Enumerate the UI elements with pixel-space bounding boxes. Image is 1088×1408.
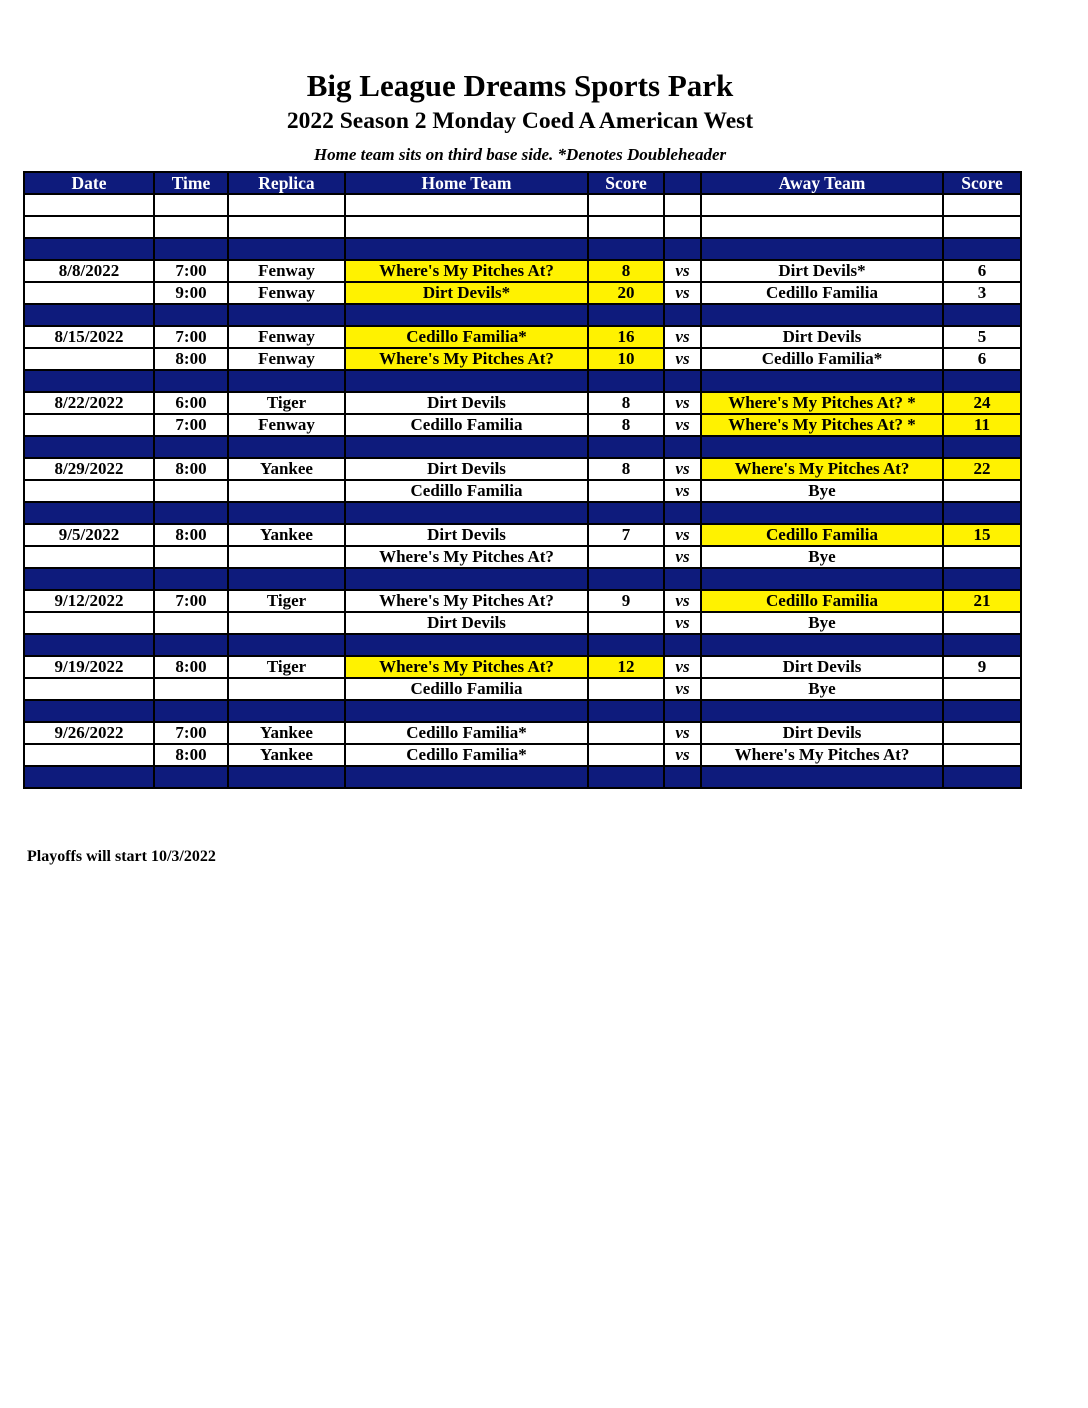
time-cell: 7:00 (154, 590, 228, 612)
away-score-cell: 5 (943, 326, 1021, 348)
home-score-cell (588, 304, 664, 326)
home-score-cell (588, 744, 664, 766)
vs-cell (664, 502, 701, 524)
away-score-cell: 11 (943, 414, 1021, 436)
home-score-cell: 7 (588, 524, 664, 546)
away-team-cell (701, 370, 943, 392)
home-team-cell: Cedillo Familia (345, 678, 588, 700)
vs-cell: vs (664, 458, 701, 480)
home-team-cell (345, 238, 588, 260)
away-score-cell: 15 (943, 524, 1021, 546)
date-cell (24, 744, 154, 766)
date-cell (24, 766, 154, 788)
vs-cell (664, 766, 701, 788)
vs-cell (664, 194, 701, 216)
date-cell (24, 546, 154, 568)
date-cell: 9/5/2022 (24, 524, 154, 546)
home-score-cell: 10 (588, 348, 664, 370)
replica-cell: Fenway (228, 348, 345, 370)
away-team-cell (701, 634, 943, 656)
schedule-note: Home team sits on third base side. *Denotes Doubleheader (313, 145, 727, 164)
replica-cell: Tiger (228, 590, 345, 612)
table-row (24, 524, 1021, 546)
away-team-cell: Dirt Devils (701, 326, 943, 348)
time-cell: 7:00 (154, 260, 228, 282)
away-team-cell (701, 216, 943, 238)
replica-cell (228, 700, 345, 722)
home-team-cell: Cedillo Familia (345, 414, 588, 436)
time-cell (154, 678, 228, 700)
replica-cell: Tiger (228, 656, 345, 678)
time-cell: 9:00 (154, 282, 228, 304)
away-score-cell (943, 216, 1021, 238)
away-score-cell (943, 194, 1021, 216)
table-row (24, 546, 1021, 568)
home-team-cell (345, 502, 588, 524)
replica-cell (228, 304, 345, 326)
separator-row (24, 568, 1021, 590)
home-score-cell: 8 (588, 392, 664, 414)
separator-row (24, 634, 1021, 656)
time-cell (154, 634, 228, 656)
away-team-cell: Bye (701, 480, 943, 502)
vs-cell: vs (664, 744, 701, 766)
away-team-cell: Dirt Devils* (701, 260, 943, 282)
date-cell (24, 700, 154, 722)
away-team-cell: Dirt Devils (701, 722, 943, 744)
home-team-cell: Where's My Pitches At? (345, 590, 588, 612)
home-score-cell: 16 (588, 326, 664, 348)
home-team-cell (345, 568, 588, 590)
time-cell (154, 436, 228, 458)
replica-cell: Yankee (228, 722, 345, 744)
home-score-cell (588, 612, 664, 634)
vs-cell: vs (664, 348, 701, 370)
home-score-cell (588, 480, 664, 502)
date-cell: 9/19/2022 (24, 656, 154, 678)
table-row (24, 678, 1021, 700)
home-score-cell (588, 194, 664, 216)
separator-row (24, 436, 1021, 458)
replica-cell: Fenway (228, 282, 345, 304)
date-cell (24, 436, 154, 458)
blank-row (24, 194, 1021, 216)
away-team-cell (701, 304, 943, 326)
vs-cell (664, 634, 701, 656)
time-cell (154, 568, 228, 590)
home-team-cell: Dirt Devils (345, 612, 588, 634)
vs-cell: vs (664, 480, 701, 502)
vs-cell (664, 700, 701, 722)
vs-cell: vs (664, 612, 701, 634)
home-team-cell (345, 370, 588, 392)
home-score-cell (588, 502, 664, 524)
page-subtitle: 2022 Season 2 Monday Coed A American West (286, 108, 754, 134)
replica-cell (228, 216, 345, 238)
vs-cell: vs (664, 326, 701, 348)
column-header-date: Date (24, 172, 154, 194)
date-cell (24, 282, 154, 304)
date-cell (24, 612, 154, 634)
date-cell: 8/15/2022 (24, 326, 154, 348)
separator-row (24, 370, 1021, 392)
replica-cell: Fenway (228, 260, 345, 282)
home-score-cell (588, 766, 664, 788)
time-cell (154, 700, 228, 722)
table-row (24, 282, 1021, 304)
time-cell: 8:00 (154, 524, 228, 546)
away-score-cell (943, 568, 1021, 590)
time-cell (154, 766, 228, 788)
table-row (24, 744, 1021, 766)
vs-cell: vs (664, 260, 701, 282)
away-team-cell: Bye (701, 546, 943, 568)
date-cell (24, 634, 154, 656)
home-score-cell (588, 700, 664, 722)
away-team-cell (701, 194, 943, 216)
home-team-cell: Cedillo Familia* (345, 744, 588, 766)
home-score-cell (588, 238, 664, 260)
blank-row (24, 216, 1021, 238)
home-team-cell: Cedillo Familia* (345, 722, 588, 744)
date-cell: 8/22/2022 (24, 392, 154, 414)
replica-cell: Yankee (228, 524, 345, 546)
away-score-cell: 6 (943, 348, 1021, 370)
away-score-cell: 3 (943, 282, 1021, 304)
home-score-cell (588, 722, 664, 744)
vs-cell: vs (664, 722, 701, 744)
away-score-cell (943, 744, 1021, 766)
home-team-cell (345, 634, 588, 656)
away-team-cell (701, 568, 943, 590)
table-row (24, 722, 1021, 744)
home-score-cell (588, 436, 664, 458)
table-row (24, 480, 1021, 502)
replica-cell (228, 436, 345, 458)
home-score-cell (588, 216, 664, 238)
vs-cell: vs (664, 590, 701, 612)
time-cell (154, 216, 228, 238)
home-team-cell: Cedillo Familia (345, 480, 588, 502)
date-cell: 8/29/2022 (24, 458, 154, 480)
away-team-cell (701, 700, 943, 722)
separator-row (24, 304, 1021, 326)
replica-cell: Fenway (228, 326, 345, 348)
table-row (24, 260, 1021, 282)
date-cell (24, 502, 154, 524)
home-team-cell (345, 436, 588, 458)
replica-cell (228, 370, 345, 392)
replica-cell: Fenway (228, 414, 345, 436)
home-team-cell (345, 700, 588, 722)
separator-row (24, 766, 1021, 788)
away-team-cell: Where's My Pitches At? (701, 744, 943, 766)
table-row (24, 656, 1021, 678)
replica-cell (228, 238, 345, 260)
vs-cell: vs (664, 282, 701, 304)
away-team-cell: Dirt Devils (701, 656, 943, 678)
replica-cell (228, 502, 345, 524)
separator-row (24, 700, 1021, 722)
away-score-cell (943, 480, 1021, 502)
date-cell: 9/12/2022 (24, 590, 154, 612)
home-team-cell: Where's My Pitches At? (345, 656, 588, 678)
away-team-cell: Cedillo Familia (701, 524, 943, 546)
home-score-cell (588, 634, 664, 656)
home-score-cell (588, 568, 664, 590)
home-score-cell: 8 (588, 414, 664, 436)
date-cell (24, 568, 154, 590)
replica-cell (228, 194, 345, 216)
away-team-cell (701, 766, 943, 788)
page-title: Big League Dreams Sports Park (306, 68, 734, 103)
away-team-cell: Cedillo Familia* (701, 348, 943, 370)
away-score-cell (943, 678, 1021, 700)
date-cell: 8/8/2022 (24, 260, 154, 282)
table-row (24, 458, 1021, 480)
replica-cell (228, 678, 345, 700)
time-cell: 7:00 (154, 722, 228, 744)
column-header-away-team: Away Team (701, 172, 943, 194)
time-cell: 7:00 (154, 414, 228, 436)
schedule-table (23, 171, 1022, 789)
table-row (24, 414, 1021, 436)
table-header-row (24, 172, 1021, 194)
table-row (24, 348, 1021, 370)
home-score-cell (588, 678, 664, 700)
home-team-cell: Dirt Devils* (345, 282, 588, 304)
away-score-cell (943, 766, 1021, 788)
time-cell: 8:00 (154, 348, 228, 370)
time-cell (154, 194, 228, 216)
home-team-cell (345, 216, 588, 238)
vs-cell: vs (664, 524, 701, 546)
time-cell (154, 238, 228, 260)
away-score-cell (943, 304, 1021, 326)
date-cell: 9/26/2022 (24, 722, 154, 744)
vs-cell (664, 238, 701, 260)
table-row (24, 392, 1021, 414)
home-team-cell: Dirt Devils (345, 392, 588, 414)
time-cell: 8:00 (154, 656, 228, 678)
away-team-cell: Cedillo Familia (701, 590, 943, 612)
home-team-cell: Dirt Devils (345, 524, 588, 546)
vs-cell (664, 568, 701, 590)
away-score-cell: 22 (943, 458, 1021, 480)
away-team-cell (701, 436, 943, 458)
replica-cell (228, 480, 345, 502)
replica-cell (228, 766, 345, 788)
away-team-cell: Cedillo Familia (701, 282, 943, 304)
home-score-cell: 20 (588, 282, 664, 304)
away-score-cell (943, 700, 1021, 722)
away-team-cell (701, 238, 943, 260)
away-score-cell: 6 (943, 260, 1021, 282)
column-header-home-team: Home Team (345, 172, 588, 194)
home-team-cell (345, 766, 588, 788)
away-team-cell: Bye (701, 612, 943, 634)
home-score-cell: 12 (588, 656, 664, 678)
away-score-cell (943, 722, 1021, 744)
date-cell (24, 414, 154, 436)
replica-cell (228, 634, 345, 656)
time-cell: 8:00 (154, 744, 228, 766)
replica-cell (228, 568, 345, 590)
date-cell (24, 678, 154, 700)
replica-cell: Yankee (228, 458, 345, 480)
column-header-vs (664, 172, 701, 194)
home-team-cell: Dirt Devils (345, 458, 588, 480)
column-header-time: Time (154, 172, 228, 194)
date-cell (24, 370, 154, 392)
column-header-away-score: Score (943, 172, 1021, 194)
away-team-cell: Bye (701, 678, 943, 700)
away-score-cell (943, 238, 1021, 260)
schedule-body (24, 194, 1021, 788)
away-score-cell (943, 502, 1021, 524)
table-row (24, 590, 1021, 612)
playoffs-note: Playoffs will start 10/3/2022 (27, 848, 216, 865)
replica-cell: Tiger (228, 392, 345, 414)
time-cell: 7:00 (154, 326, 228, 348)
away-score-cell: 21 (943, 590, 1021, 612)
vs-cell (664, 216, 701, 238)
separator-row (24, 502, 1021, 524)
home-team-cell: Cedillo Familia* (345, 326, 588, 348)
home-score-cell (588, 546, 664, 568)
time-cell: 6:00 (154, 392, 228, 414)
home-team-cell (345, 304, 588, 326)
away-team-cell: Where's My Pitches At? * (701, 392, 943, 414)
vs-cell: vs (664, 546, 701, 568)
away-score-cell (943, 612, 1021, 634)
replica-cell (228, 546, 345, 568)
date-cell (24, 480, 154, 502)
home-team-cell: Where's My Pitches At? (345, 546, 588, 568)
vs-cell: vs (664, 656, 701, 678)
table-row (24, 326, 1021, 348)
separator-row (24, 238, 1021, 260)
date-cell (24, 194, 154, 216)
replica-cell (228, 612, 345, 634)
home-score-cell (588, 370, 664, 392)
column-header-home-score: Score (588, 172, 664, 194)
time-cell: 8:00 (154, 458, 228, 480)
date-cell (24, 216, 154, 238)
away-score-cell (943, 436, 1021, 458)
home-score-cell: 8 (588, 458, 664, 480)
away-score-cell: 24 (943, 392, 1021, 414)
away-team-cell: Where's My Pitches At? * (701, 414, 943, 436)
table-row (24, 612, 1021, 634)
home-score-cell: 9 (588, 590, 664, 612)
column-header-replica: Replica (228, 172, 345, 194)
away-team-cell: Where's My Pitches At? (701, 458, 943, 480)
vs-cell (664, 370, 701, 392)
time-cell (154, 480, 228, 502)
vs-cell: vs (664, 392, 701, 414)
time-cell (154, 502, 228, 524)
vs-cell (664, 304, 701, 326)
vs-cell: vs (664, 678, 701, 700)
replica-cell: Yankee (228, 744, 345, 766)
away-score-cell (943, 634, 1021, 656)
vs-cell (664, 436, 701, 458)
time-cell (154, 612, 228, 634)
home-team-cell (345, 194, 588, 216)
away-score-cell (943, 546, 1021, 568)
time-cell (154, 370, 228, 392)
vs-cell: vs (664, 414, 701, 436)
away-score-cell (943, 370, 1021, 392)
home-score-cell: 8 (588, 260, 664, 282)
date-cell (24, 238, 154, 260)
away-score-cell: 9 (943, 656, 1021, 678)
date-cell (24, 348, 154, 370)
away-team-cell (701, 502, 943, 524)
time-cell (154, 304, 228, 326)
date-cell (24, 304, 154, 326)
home-team-cell: Where's My Pitches At? (345, 260, 588, 282)
home-team-cell: Where's My Pitches At? (345, 348, 588, 370)
time-cell (154, 546, 228, 568)
